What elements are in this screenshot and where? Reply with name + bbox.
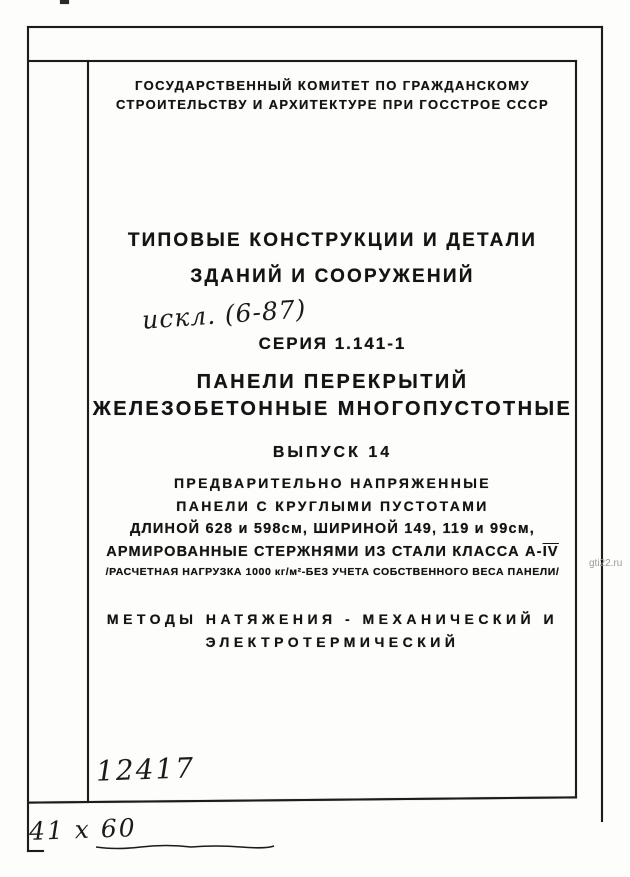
methods-line2: ЭЛЕКТРОТЕРМИЧЕСКИЙ (205, 634, 460, 650)
subject-line1: ПАНЕЛИ ПЕРЕКРЫТИЙ (196, 371, 469, 393)
issue-number: ВЫПУСК 14 (272, 444, 393, 461)
handwritten-inventory-number: 12417 (95, 751, 196, 788)
steel-class-roman-numeral: $\overline{IV}$ (542, 544, 559, 560)
reinforcement-text: АРМИРОВАННЫЕ СТЕРЖНЯМИ ИЗ СТАЛИ КЛАССА А- (106, 544, 543, 560)
handwritten-underline (96, 838, 276, 857)
frame-inner-right-line (575, 60, 577, 798)
subject-line2: ЖЕЛЕЗОБЕТОННЫЕ МНОГОПУСТОТНЫЕ (92, 398, 573, 420)
methods-line1: МЕТОДЫ НАТЯЖЕНИЯ - МЕХАНИЧЕСКИЙ И (106, 611, 559, 627)
frame-inner-bottom-line (28, 796, 577, 803)
squiggle-line (96, 838, 276, 852)
description-line1: ПРЕДВАРИТЕЛЬНО НАПРЯЖЕННЫЕ (173, 475, 492, 491)
site-watermark: gti22.ru (589, 558, 623, 569)
dimensions-line: ДЛИНОЙ 628 и 598см, ШИРИНОЙ 149, 119 и 99см, (130, 521, 535, 537)
committee-header-line2: СТРОИТЕЛЬСТВУ И АРХИТЕКТУРЕ ПРИ ГОССТРОЕ СССР (115, 97, 550, 112)
doc-title-line1: ТИПОВЫЕ КОНСТРУКЦИИ И ДЕТАЛИ (127, 230, 538, 251)
handwritten-size-note: 41 х 60 (28, 813, 138, 846)
frame-outer-top-line (27, 26, 603, 28)
doc-title-line2: ЗДАНИЙ И СООРУЖЕНИЙ (190, 266, 475, 287)
series-number: СЕРИЯ 1.141-1 (258, 334, 407, 353)
committee-header-line1: ГОСУДАРСТВЕННЫЙ КОМИТЕТ ПО ГРАЖДАНСКОМУ (135, 78, 530, 93)
frame-top-band-line (28, 60, 577, 62)
design-load-note: /РАСЧЕТНАЯ НАГРУЗКА 1000 кг/м²-БЕЗ УЧЕТА СОБСТВЕННОГО ВЕСА ПАНЕЛИ/ (105, 566, 560, 578)
frame-left-foot-line (27, 850, 44, 852)
description-line2: ПАНЕЛИ С КРУГЛЫМИ ПУСТОТАМИ (176, 498, 489, 514)
handwritten-exclusion-note: искл. (6-87) (141, 294, 308, 335)
reinforcement-line (89, 544, 576, 560)
frame-inner-left-line (87, 60, 89, 803)
scan-speck (60, 0, 69, 4)
frame-outer-left-line (27, 26, 29, 852)
frame-outer-right-line (601, 26, 603, 822)
